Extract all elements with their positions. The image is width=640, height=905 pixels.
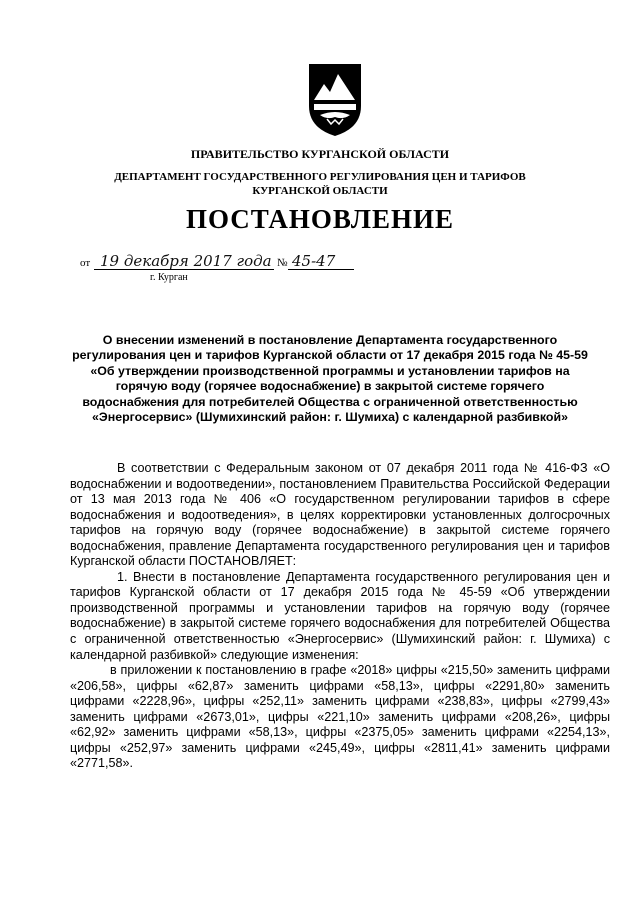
document-body [70,461,610,772]
changes-paragraph: в приложении к постановлению в графе «2018» цифры «215,50» заменить цифрами «206,58», цифры «62,87» заменить цифрами «58,13», цифры «2291,80» заменить цифрами «2228,96», цифры «252,11» заменить цифрами «238,83», цифры «2799,43» заменить цифрами «2673,01», цифры «221,10» заменить цифрами «208,26», цифры «62,92» заменить цифрами «58,13», цифры «2375,05» заменить цифрами «2254,13», цифры «252,97» заменить цифрами «245,49», цифры «2811,41» заменить цифрами «2771,58». [70,663,610,771]
handwritten-number: 45-47 [292,252,336,270]
handwritten-date: 19 декабря 2017 года [100,252,272,270]
document-title: ПОСТАНОВЛЕНИЕ [185,204,455,234]
department-name-line2: КУРГАНСКОЙ ОБЛАСТИ [252,185,388,197]
document-subject: О внесении изменений в постановление Департамента государственного регулирования цен и тарифов Курганской области от 17 декабря 2015 года № 45-59 «Об утверждении производственной программы и установлении тарифов на горячую воду (горячее водоснабжение) в закрытой системе горячего водоснабжения для потребителей Общества с ограниченной ответственностью «Энергосервис» (Шумихинский район: г. Шумиха) с календарной разбивкой» [72,333,588,425]
department-name-line1: ДЕПАРТАМЕНТ ГОСУДАРСТВЕННОГО РЕГУЛИРОВАНИЯ ЦЕН И ТАРИФОВ [114,171,526,183]
coat-of-arms-icon [305,60,365,140]
preamble-paragraph: В соответствии с Федеральным законом от 07 декабря 2011 года № 416-ФЗ «О водоснабжении и водоотведении», постановлением Правительства Российской Федерации от 13 мая 2013 года № 406 «О государственном регулировании тарифов в сфере водоснабжения и водоотведения», в целях корректировки установленных долгосрочных тарифов на горячую воду (горячее водоснабжение) в закрытой системе горячего водоснабжения, правление Департамента государственного регулирования цен и тарифов Курганской области ПОСТАНОВЛЯЕТ: [70,461,610,569]
clause-1-paragraph: 1. Внести в постановление Департамента государственного регулирования цен и тарифов Курганской области от 17 декабря 2015 года № 45-59 «Об утверждении производственной программы и установлении тарифов на горячую воду (горячее водоснабжение) в закрытой системе горячего водоснабжения для потребителей Общества с ограниченной ответственностью «Энергосервис» (Шумихинский район: г. Шумиха) с календарной разбивкой» следующие изменения: [70,569,610,662]
from-label: от [80,257,91,269]
date-number-line [80,250,410,272]
number-label: № [277,257,288,269]
city-label: г. Курган [150,272,188,283]
government-name: ПРАВИТЕЛЬСТВО КУРГАНСКОЙ ОБЛАСТИ [190,147,450,161]
